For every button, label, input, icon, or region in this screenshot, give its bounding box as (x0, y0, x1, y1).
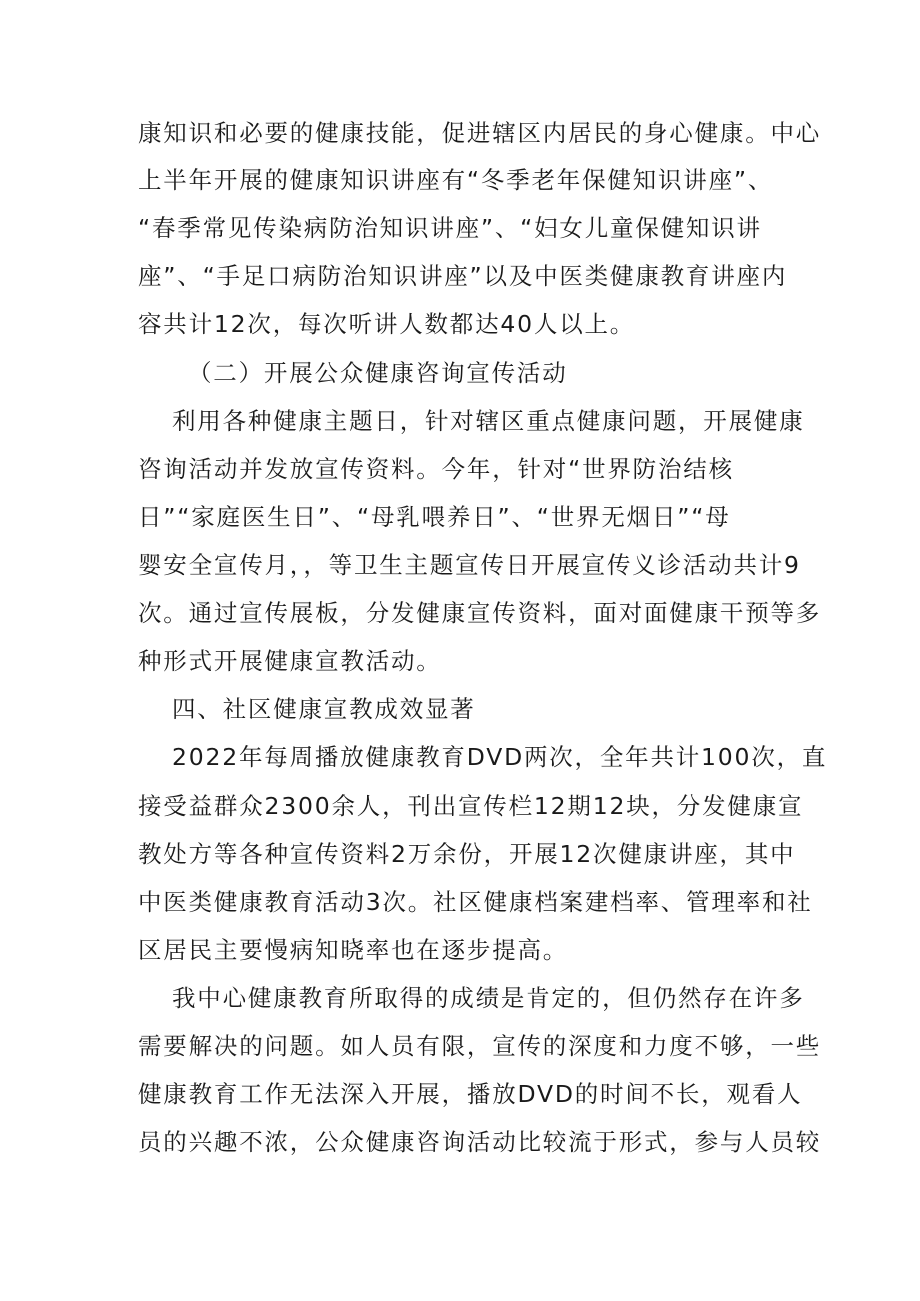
paragraph-line: 种形式开展健康宣教活动。 (138, 647, 442, 675)
paragraph-line: 健康教育工作无法深入开展，播放DVD的时间不长，观看人 (138, 1080, 803, 1108)
paragraph-line: 中医类健康教育活动3次。社区健康档案建档率、管理率和社 (138, 888, 813, 916)
paragraph-line: 容共计12次，每次听讲人数都达40人以上。 (138, 310, 636, 338)
paragraph-line: “春季常见传染病防治知识讲座”、“妇女儿童保健知识讲 (138, 214, 762, 242)
paragraph-line: 教处方等各种宣传资料2万余份，开展12次健康讲座，其中 (138, 840, 796, 868)
paragraph-line: 利用各种健康主题日，针对辖区重点健康问题，开展健康 (172, 407, 805, 435)
paragraph-line: 康知识和必要的健康技能，促进辖区内居民的身心健康。中心 (138, 119, 822, 147)
paragraph-line: 员的兴趣不浓，公众健康咨询活动比较流于形式，参与人员较 (138, 1128, 822, 1156)
paragraph-line: 2022年每周播放健康教育DVD两次，全年共计100次，直 (172, 743, 828, 771)
section-heading: （二）开展公众健康咨询宣传活动 (188, 359, 568, 387)
paragraph-line: 上半年开展的健康知识讲座有“冬季老年保健知识讲座”、 (138, 166, 774, 194)
paragraph-line: 我中心健康教育所取得的成绩是肯定的，但仍然存在许多 (172, 984, 805, 1012)
paragraph-line: 接受益群众2300余人，刊出宣传栏12期12块，分发健康宣 (138, 792, 804, 820)
paragraph-line: 咨询活动并发放宣传资料。今年，针对“世界防治结核 (138, 455, 734, 483)
paragraph-line: 区居民主要慢病知晓率也在逐步提高。 (138, 936, 569, 964)
paragraph-line: 座”、“手足口病防治知识讲座”以及中医类健康教育讲座内 (138, 262, 788, 290)
paragraph-line: 婴安全宣传月，，等卫生主题宣传日开展宣传义诊活动共计9 (138, 551, 801, 579)
paragraph-line: 次。通过宣传展板，分发健康宣传资料，面对面健康干预等多 (138, 599, 822, 627)
paragraph-line: 日”“家庭医生日”、“母乳喂养日”、“世界无烟日”“母 (138, 503, 731, 531)
section-heading: 四、社区健康宣教成效显著 (172, 695, 476, 723)
paragraph-line: 需要解决的问题。如人员有限，宣传的深度和力度不够，一些 (138, 1032, 822, 1060)
